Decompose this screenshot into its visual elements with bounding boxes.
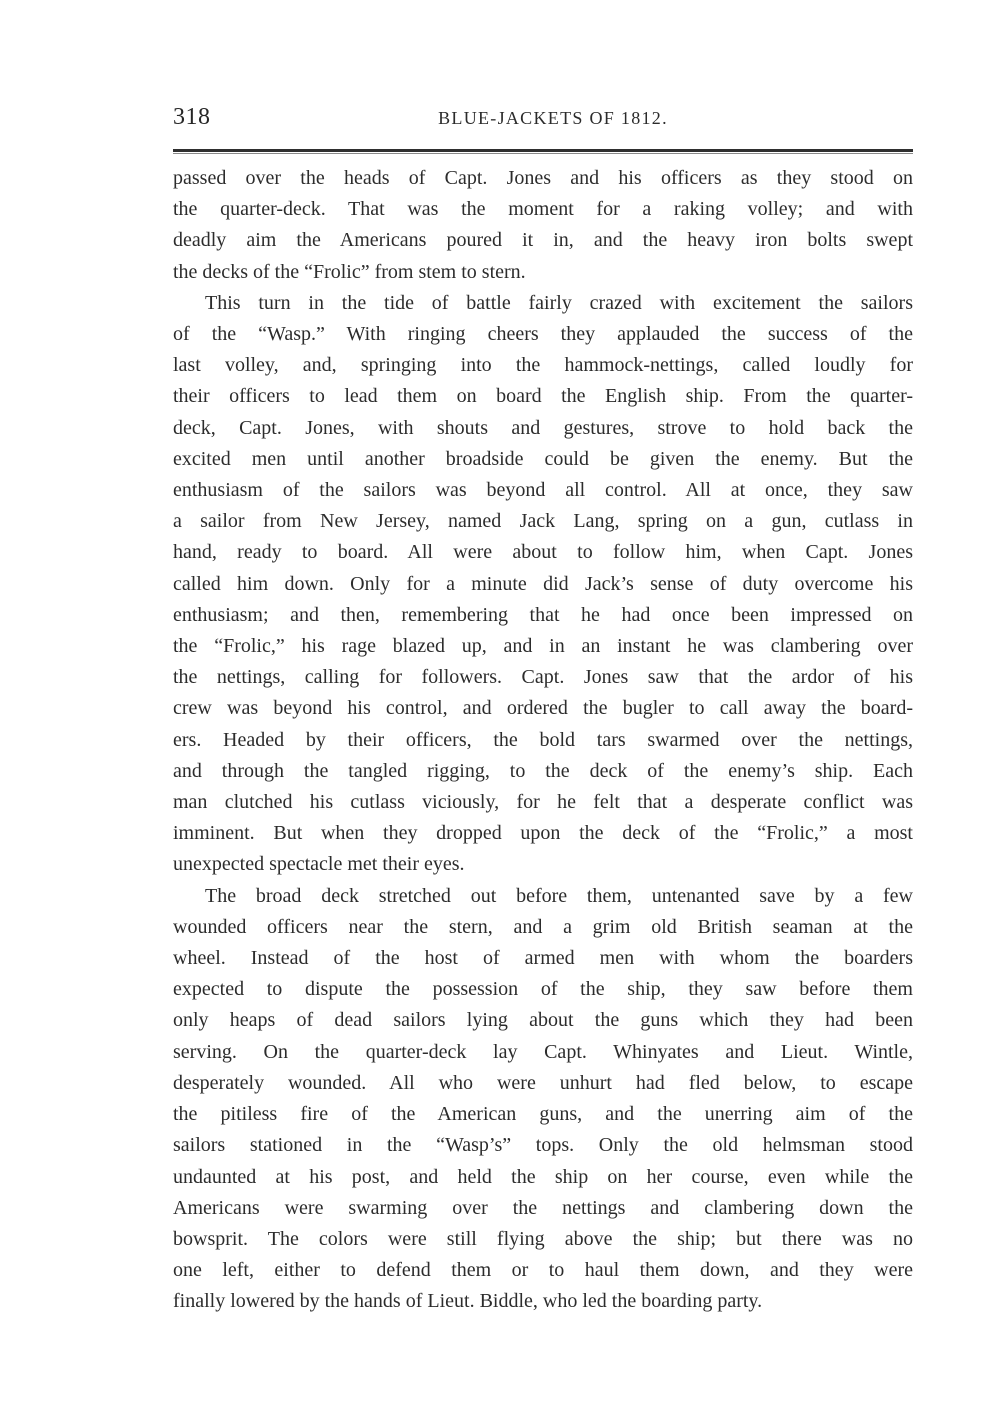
text-line: Americans were swarming over the nettings and clambering down the (173, 1196, 913, 1219)
text-line: This turn in the tide of battle fairly crazed with excitement the sailors (205, 291, 913, 314)
text-line: sailors stationed in the “Wasp’s” tops. Only the old helmsman stood (173, 1134, 913, 1157)
text-line: a sailor from New Jersey, named Jack Lang, spring on a gun, cutlass in (173, 510, 913, 533)
text-line: serving. On the quarter-deck lay Capt. Whinyates and Lieut. Wintle, (173, 1040, 913, 1063)
text-line: the decks of the “Frolic” from stem to stern. (173, 260, 526, 283)
text-line: deck, Capt. Jones, with shouts and gestures, strove to hold back the (173, 416, 913, 439)
text-line: ers. Headed by their officers, the bold tars swarmed over the nettings, (173, 728, 913, 751)
paragraph (173, 163, 913, 288)
header-rule-thin (173, 153, 913, 154)
text-line: the nettings, calling for followers. Capt. Jones saw that the ardor of his (173, 666, 913, 689)
text-line: and through the tangled rigging, to the deck of the enemy’s ship. Each (173, 759, 913, 782)
running-title: BLUE-JACKETS OF 1812. (438, 108, 668, 128)
text-line: the quarter-deck. That was the moment for a raking volley; and with (173, 198, 913, 221)
text-line: expected to dispute the possession of the ship, they saw before them (173, 978, 913, 1001)
text-line: crew was beyond his control, and ordered the bugler to call away the board- (173, 697, 913, 720)
text-line: of the “Wasp.” With ringing cheers they applauded the success of the (173, 323, 913, 346)
text-line: enthusiasm of the sailors was beyond all control. All at once, they saw (173, 479, 913, 502)
body-text (173, 163, 913, 1318)
text-line: last volley, and, springing into the hammock-nettings, called loudly for (173, 354, 913, 377)
paragraph (173, 881, 913, 1318)
text-line: the pitiless fire of the American guns, and the unerring aim of the (173, 1103, 913, 1126)
text-line: desperately wounded. All who were unhurt had fled below, to escape (173, 1071, 913, 1094)
text-line: called him down. Only for a minute did Jack’s sense of duty overcome his (173, 572, 913, 595)
text-line: undaunted at his post, and held the ship on her course, even while the (173, 1165, 913, 1188)
text-line: wounded officers near the stern, and a grim old British seaman at the (173, 915, 913, 938)
text-line: deadly aim the Americans poured it in, and the heavy iron bolts swept (173, 229, 913, 252)
page-number: 318 (173, 104, 211, 130)
text-line: The broad deck stretched out before them, untenanted save by a few (205, 884, 913, 907)
text-line: only heaps of dead sailors lying about the guns which they had been (173, 1009, 913, 1032)
text-line: unexpected spectacle met their eyes. (173, 853, 465, 876)
text-line: hand, ready to board. All were about to follow him, when Capt. Jones (173, 541, 913, 564)
text-line: enthusiasm; and then, remembering that he had once been impressed on (173, 603, 913, 626)
text-line: passed over the heads of Capt. Jones and his officers as they stood on (173, 167, 913, 189)
text-line: imminent. But when they dropped upon the deck of the “Frolic,” a most (173, 822, 913, 845)
text-line: wheel. Instead of the host of armed men with whom the boarders (173, 947, 913, 970)
text-line: one left, either to defend them or to haul them down, and they were (173, 1259, 913, 1282)
text-line: their officers to lead them on board the English ship. From the quarter- (173, 385, 913, 408)
running-head (173, 104, 913, 140)
text-line: man clutched his cutlass viciously, for he felt that a desperate conflict was (173, 791, 913, 814)
header-rule (173, 149, 913, 152)
text-line: finally lowered by the hands of Lieut. Biddle, who led the boarding party. (173, 1290, 763, 1313)
text-line: bowsprit. The colors were still flying above the ship; but there was no (173, 1227, 913, 1250)
text-line: excited men until another broadside could be given the enemy. But the (173, 447, 913, 470)
text-line: the “Frolic,” his rage blazed up, and in an instant he was clambering over (173, 635, 913, 658)
paragraph (173, 288, 913, 881)
